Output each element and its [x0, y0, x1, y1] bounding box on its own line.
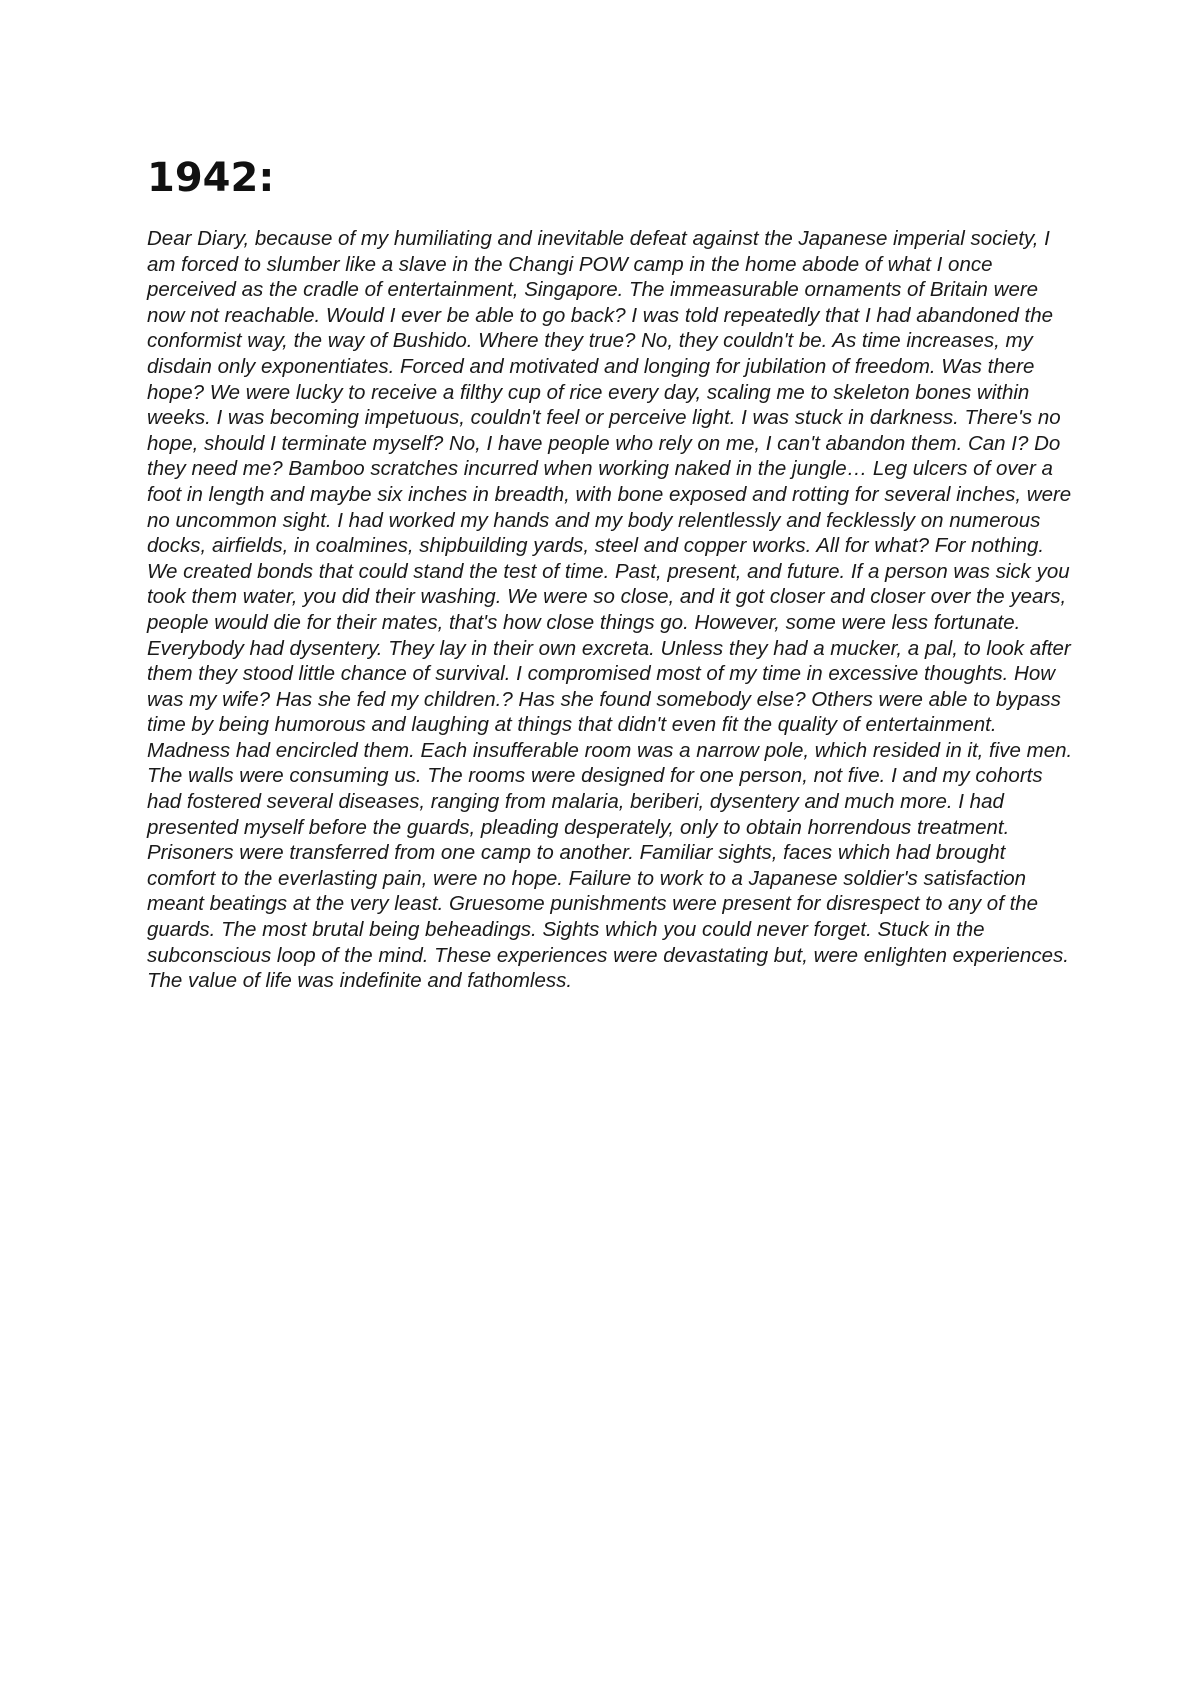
page-heading: 1942:	[147, 155, 275, 201]
diary-entry-paragraph: Dear Diary, because of my humiliating and inevitable defeat against the Japanese imperial society, I am forced to slumber like a slave in the Changi POW camp in the home abode of what I once perceived as the cradle of entertainment, Singapore. The immeasurable ornaments of Britain were now not reachable. Would I ever be able to go back? I was told repeatedly that I had abandoned the conformist way, the way of Bushido. Where they true? No, they couldn't be. As time increases, my disdain only exponentiates. Forced and motivated and longing for jubilation of freedom. Was there hope? We were lucky to receive a filthy cup of rice every day, scaling me to skeleton bones within weeks. I was becoming impetuous, couldn't feel or perceive light. I was stuck in darkness. There's no hope, should I terminate myself? No, I have people who rely on me, I can't abandon them. Can I? Do they need me? Bamboo scratches incurred when working naked in the jungle… Leg ulcers of over a foot in length and maybe six inches in breadth, with bone exposed and rotting for several inches, were no uncommon sight. I had worked my hands and my body relentlessly and fecklessly on numerous docks, airfields, in coalmines, shipbuilding yards, steel and copper works. All for what? For nothing. We created bonds that could stand the test of time. Past, present, and future. If a person was sick you took them water, you did their washing. We were so close, and it got closer and closer over the years, people would die for their mates, that's how close things go. However, some were less fortunate. Everybody had dysentery. They lay in their own excreta. Unless they had a mucker, a pal, to look after them they stood little chance of survival. I compromised most of my time in excessive thoughts. How was my wife? Has she fed my children.? Has she found somebody else? Others were able to bypass time by being humorous and laughing at things that didn't even fit the quality of entertainment. Madness had encircled them. Each insufferable room was a narrow pole, which resided in it, five men. The walls were consuming us. The rooms were designed for one person, not five. I and my cohorts had fostered several diseases, ranging from malaria, beriberi, dysentery and much more. I had presented myself before the guards, pleading desperately, only to obtain horrendous treatment. Prisoners were transferred from one camp to another. Familiar sights, faces which had brought comfort to the everlasting pain, were no hope. Failure to work to a Japanese soldier's satisfaction meant beatings at the very least. Gruesome punishments were present for disrespect to any of the guards. The most brutal being beheadings. Sights which you could never forget. Stuck in the subconscious loop of the mind. These experiences were devastating but, were enlighten experiences. The value of life was indefinite and fathomless.	[147, 227, 1073, 993]
